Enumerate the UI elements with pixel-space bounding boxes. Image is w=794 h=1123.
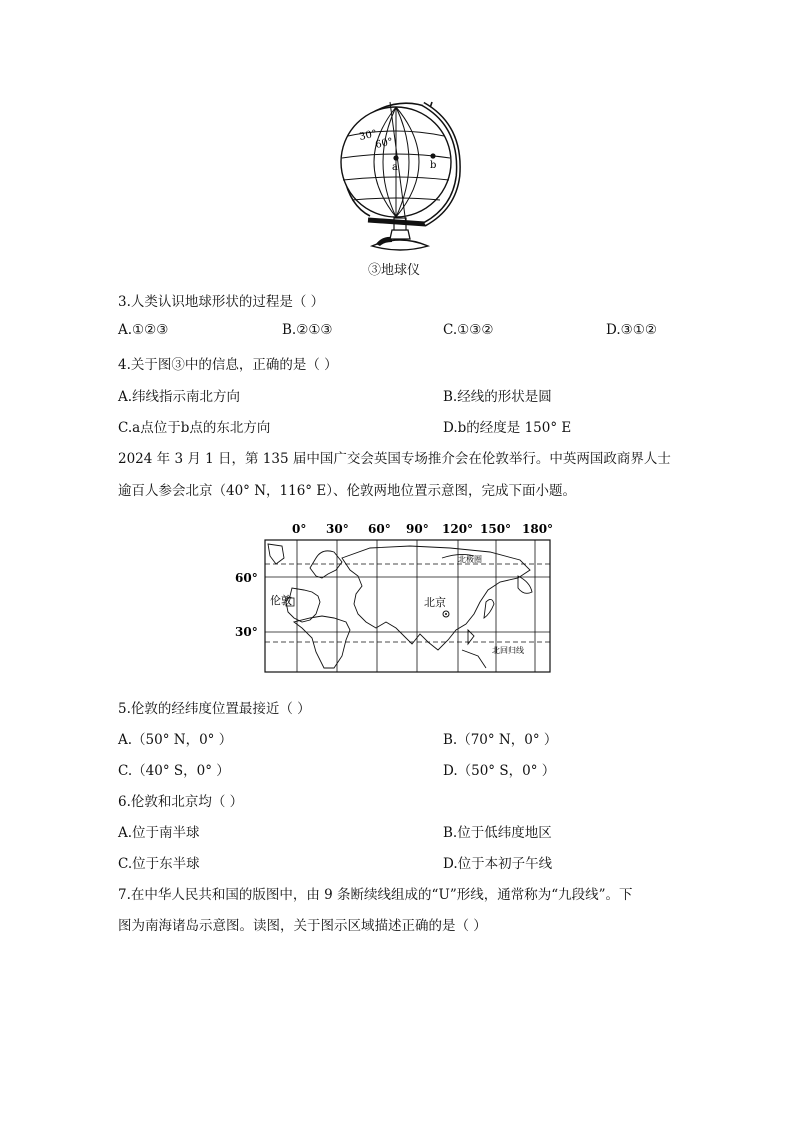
- question-7-line-2: 图为南海诸岛示意图。读图，关于图示区域描述正确的是（ ）: [118, 918, 487, 934]
- question-6-option-d: D.位于本初子午线: [443, 856, 553, 872]
- question-3-option-d: D.③①②: [606, 322, 657, 338]
- question-4-option-d: D.b的经度是 150° E: [443, 420, 572, 436]
- globe-figure: [330, 96, 470, 256]
- question-6-option-c: C.位于东半球: [118, 856, 200, 872]
- map-top-label-30: 30°: [326, 522, 349, 536]
- passage-line-1: 2024 年 3 月 1 日，第 135 届中国广交会英国专场推介会在伦敦举行。中英两国政商界人士: [118, 451, 671, 467]
- question-5-option-b: B.（70° N，0° ）: [443, 732, 558, 748]
- map-top-label-150: 150°: [480, 522, 512, 536]
- globe-lon-label: 60°: [374, 136, 394, 151]
- question-4-stem: 4.关于图③中的信息，正确的是（ ）: [118, 357, 338, 373]
- question-4-option-c: C.a点位于b点的东北方向: [118, 420, 271, 436]
- question-5-option-a: A.（50° N，0° ）: [118, 732, 233, 748]
- globe-point-b: b: [430, 160, 437, 171]
- question-4-option-a: A.纬线指示南北方向: [118, 389, 241, 405]
- question-7-line-1: 7.在中华人民共和国的版图中，由 9 条断续线组成的“U”形线，通常称为“九段线”。下: [118, 887, 633, 903]
- map-top-label-0: 0°: [292, 522, 307, 536]
- question-3-option-a: A.①②③: [118, 322, 169, 338]
- question-3-option-b: B.②①③: [282, 322, 333, 338]
- map-top-label-90: 90°: [406, 522, 429, 536]
- question-3-stem: 3.人类认识地球形状的过程是（ ）: [118, 294, 325, 310]
- map-label-arctic: 北极圈: [458, 555, 482, 564]
- question-3-option-c: C.①③②: [443, 322, 494, 338]
- question-5-stem: 5.伦敦的经纬度位置最接近（ ）: [118, 701, 311, 717]
- question-6-stem: 6.伦敦和北京均（ ）: [118, 794, 244, 810]
- map-left-label-30: 30°: [235, 625, 258, 639]
- question-6-option-a: A.位于南半球: [118, 825, 200, 841]
- question-4-option-b: B.经线的形状是圆: [443, 389, 552, 405]
- question-5-option-c: C.（40° S，0° ）: [118, 763, 230, 779]
- map-top-label-180: 180°: [522, 522, 554, 536]
- question-6-option-b: B.位于低纬度地区: [443, 825, 552, 841]
- globe-lat-label: 30°: [358, 128, 378, 143]
- map-label-beijing: 北京: [424, 596, 446, 609]
- globe-illustration: [330, 96, 470, 256]
- map-top-label-120: 120°: [442, 522, 474, 536]
- map-figure: [230, 518, 560, 678]
- map-top-label-60: 60°: [368, 522, 391, 536]
- map-label-tropic: 北回归线: [492, 646, 524, 655]
- world-map: [230, 518, 560, 678]
- question-5-option-d: D.（50° S，0° ）: [443, 763, 556, 779]
- map-left-label-60: 60°: [235, 571, 258, 585]
- globe-point-a: a: [392, 162, 398, 173]
- globe-caption: ③地球仪: [368, 263, 421, 278]
- passage-line-2: 逾百人参会北京（40° N，116° E）、伦敦两地位置示意图，完成下面小题。: [118, 483, 576, 499]
- map-label-london: 伦敦: [270, 594, 292, 607]
